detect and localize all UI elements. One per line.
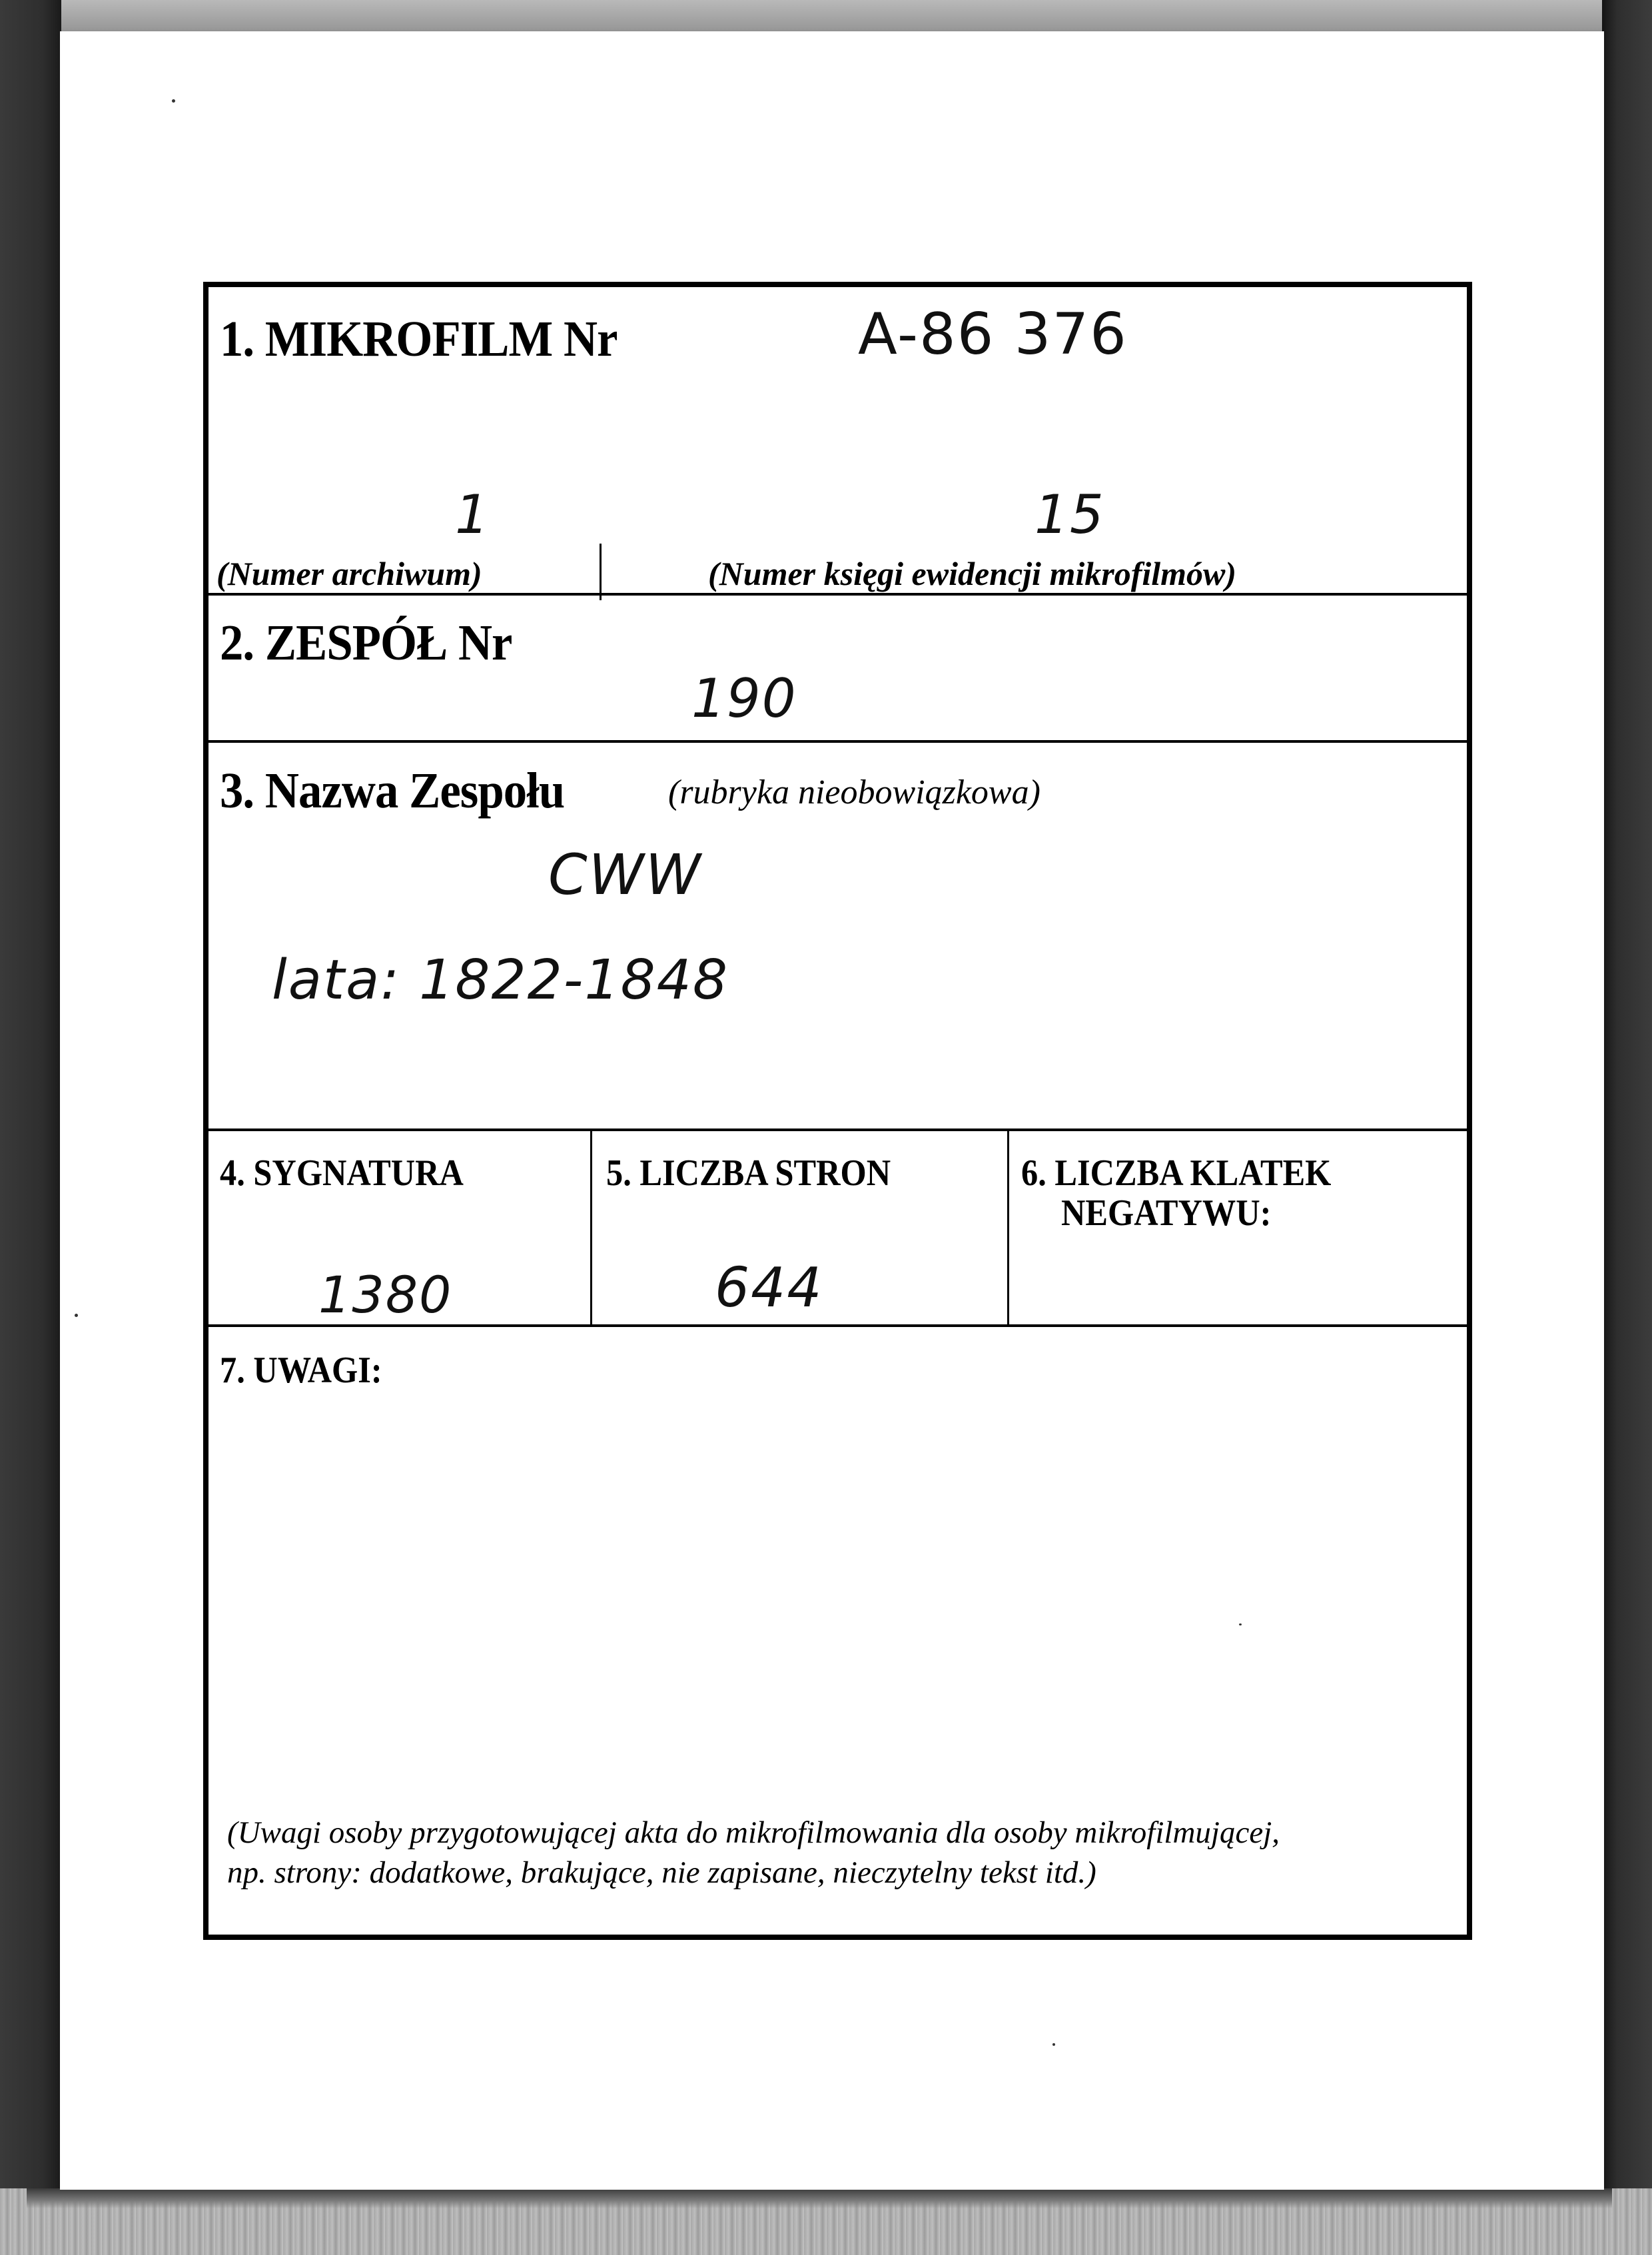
divider-1 [208, 593, 1467, 596]
divider-2 [208, 740, 1467, 743]
collection-number-value[interactable]: 190 [691, 668, 797, 729]
remarks-instructions-line2: np. strony: dodatkowe, brakujące, nie zapisane, nieczytelny tekst itd.) [227, 1855, 1096, 1890]
remarks-label: 7. UWAGI: [220, 1350, 382, 1391]
scan-speck [75, 1314, 78, 1317]
register-number-caption: (Numer księgi ewidencji mikrofilmów) [708, 555, 1237, 592]
page-count-label: 5. LICZBA STRON [606, 1152, 891, 1194]
scan-speck [1052, 2043, 1055, 2046]
negative-frames-label-line1: 6. LICZBA KLATEK [1021, 1152, 1332, 1194]
signature-label: 4. SYGNATURA [220, 1152, 464, 1194]
archive-number-value[interactable]: 1 [455, 484, 490, 546]
signature-value[interactable]: 1380 [318, 1265, 453, 1324]
register-number-value[interactable]: 15 [1034, 484, 1105, 546]
scan-border-right [1602, 0, 1652, 2255]
collection-name-note: (rubryka nieobowiązkowa) [668, 773, 1040, 811]
collection-years-value[interactable]: lata: 1822-1848 [272, 949, 729, 1012]
page-count-value[interactable]: 644 [715, 1256, 823, 1320]
collection-name-label: 3. Nazwa Zespołu [220, 763, 565, 819]
document-page [60, 31, 1604, 2190]
negative-frames-label-line2: NEGATYWU: [1061, 1192, 1272, 1234]
column-divider-2 [1007, 1128, 1009, 1324]
caption-separator [600, 544, 602, 600]
collection-name-value[interactable]: CWW [548, 842, 702, 907]
microfilm-number-label: 1. MIKROFILM Nr [220, 311, 618, 367]
scan-speck [172, 99, 175, 103]
microfilm-form [203, 282, 1472, 1940]
column-divider-1 [590, 1128, 592, 1324]
divider-4 [208, 1324, 1467, 1327]
collection-number-label: 2. ZESPÓŁ Nr [220, 615, 512, 671]
remarks-instructions-line1: (Uwagi osoby przygotowującej akta do mikrofilmowania dla osoby mikrofilmującej, [227, 1815, 1280, 1850]
divider-3 [208, 1128, 1467, 1131]
scan-border-bottom [0, 2188, 1652, 2255]
microfilm-number-value[interactable]: A-86 376 [858, 301, 1128, 368]
scan-border-left [0, 0, 61, 2255]
archive-number-caption: (Numer archiwum) [216, 555, 482, 592]
